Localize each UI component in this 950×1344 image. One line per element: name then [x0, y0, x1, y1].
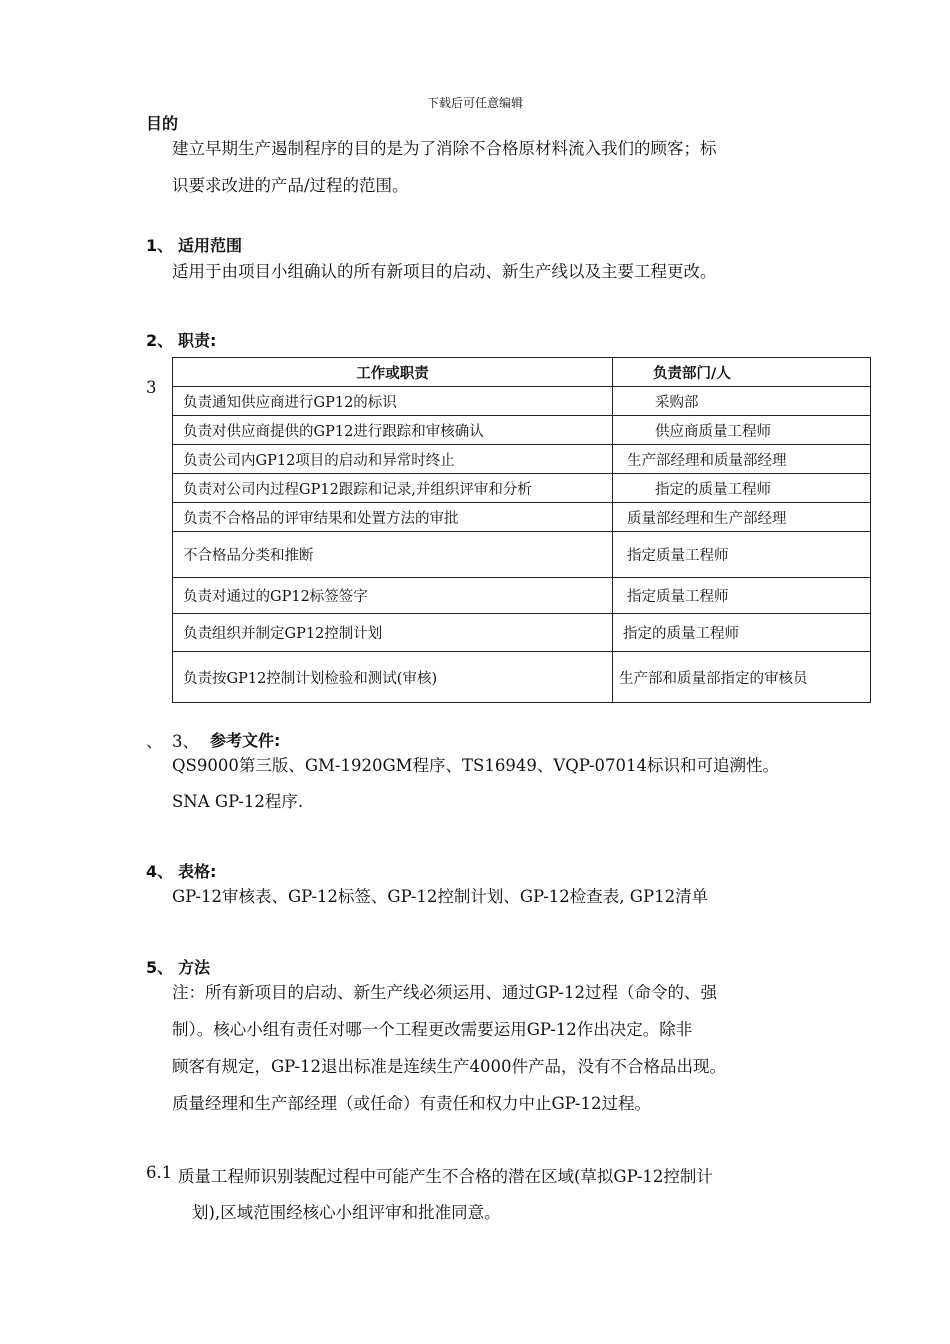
purpose-line-1: 建立早期生产遏制程序的目的是为了消除不合格原材料流入我们的顾客；标: [172, 139, 717, 158]
duties-table: [172, 357, 871, 703]
duty-cell: 负责组织并制定GP12控制计划: [173, 614, 613, 652]
forms-title: 表格:: [178, 862, 217, 881]
scope-number: 1、: [146, 236, 174, 255]
duty-cell: 负责按GP12控制计划检验和测试(审核): [173, 652, 613, 703]
table-header-owner: 负责部门/人: [613, 358, 871, 387]
references-title: 参考文件:: [210, 731, 281, 750]
forms-number: 4、: [146, 862, 174, 881]
table-row: [173, 652, 871, 703]
duty-cell: 负责对供应商提供的GP12进行跟踪和审核确认: [173, 416, 613, 445]
duty-cell: 负责公司内GP12项目的启动和异常时终止: [173, 445, 613, 474]
duty-cell: 负责对公司内过程GP12跟踪和记录,并组织评审和分析: [173, 474, 613, 503]
references-number: 3、: [172, 732, 199, 751]
duties-side-number: 3: [146, 378, 157, 397]
purpose-line-2: 识要求改进的产品/过程的范围。: [172, 176, 409, 195]
table-row: [173, 387, 871, 416]
duty-cell: 负责对通过的GP12标签签字: [173, 578, 613, 614]
purpose-title: 目的: [146, 114, 179, 133]
duties-title: 职责:: [178, 331, 217, 350]
method-line-4: 质量经理和生产部经理（或任命）有责任和权力中止GP-12过程。: [172, 1094, 651, 1113]
duty-cell: 不合格品分类和推断: [173, 532, 613, 578]
owner-cell: 采购部: [613, 387, 871, 416]
table-header-row: [173, 358, 871, 387]
forms-text: GP-12审核表、GP-12标签、GP-12控制计划、GP-12检查表, GP12清单: [172, 887, 709, 906]
table-row: [173, 532, 871, 578]
owner-cell: 指定质量工程师: [613, 532, 871, 578]
references-line-2: SNA GP-12程序.: [172, 792, 304, 811]
method-line-3: 顾客有规定，GP-12退出标准是连续生产4000件产品，没有不合格品出现。: [172, 1057, 726, 1076]
header-note: 下载后可任意编辑: [426, 96, 523, 110]
owner-cell: 指定质量工程师: [613, 578, 871, 614]
method-line-2: 制）。核心小组有责任对哪一个工程更改需要运用GP-12作出决定。除非: [172, 1020, 693, 1039]
owner-cell: 指定的质量工程师: [613, 474, 871, 503]
method-line-1: 注：所有新项目的启动、新生产线必须运用、通过GP-12过程（命令的、强: [172, 983, 717, 1002]
table-row: [173, 578, 871, 614]
references-line-1: QS9000第三版、GM-1920GM程序、TS16949、VQP-07014标识和可追溯性。: [172, 756, 780, 775]
owner-cell: 生产部和质量部指定的审核员: [613, 652, 871, 703]
duty-cell: 负责不合格品的评审结果和处置方法的审批: [173, 503, 613, 532]
method-number: 5、: [146, 958, 174, 977]
table-row: [173, 503, 871, 532]
table-row: [173, 416, 871, 445]
duties-number: 2、: [146, 331, 174, 350]
scope-text: 适用于由项目小组确认的所有新项目的启动、新生产线以及主要工程更改。: [172, 262, 717, 281]
table-header-duty: 工作或职责: [173, 358, 613, 387]
table-row: [173, 614, 871, 652]
method-title: 方法: [178, 958, 211, 977]
owner-cell: 供应商质量工程师: [613, 416, 871, 445]
item-6-1-line-2: 划),区域范围经核心小组评审和批准同意。: [192, 1203, 501, 1222]
item-6-1-line-1: 质量工程师识别装配过程中可能产生不合格的潜在区域(草拟GP-12控制计: [178, 1167, 713, 1186]
references-prefix: 、: [146, 732, 163, 751]
owner-cell: 质量部经理和生产部经理: [613, 503, 871, 532]
item-6-1-number: 6.1: [146, 1163, 173, 1182]
table-row: [173, 445, 871, 474]
scope-title: 适用范围: [178, 236, 243, 255]
table-row: [173, 474, 871, 503]
owner-cell: 生产部经理和质量部经理: [613, 445, 871, 474]
owner-cell: 指定的质量工程师: [613, 614, 871, 652]
duty-cell: 负责通知供应商进行GP12的标识: [173, 387, 613, 416]
